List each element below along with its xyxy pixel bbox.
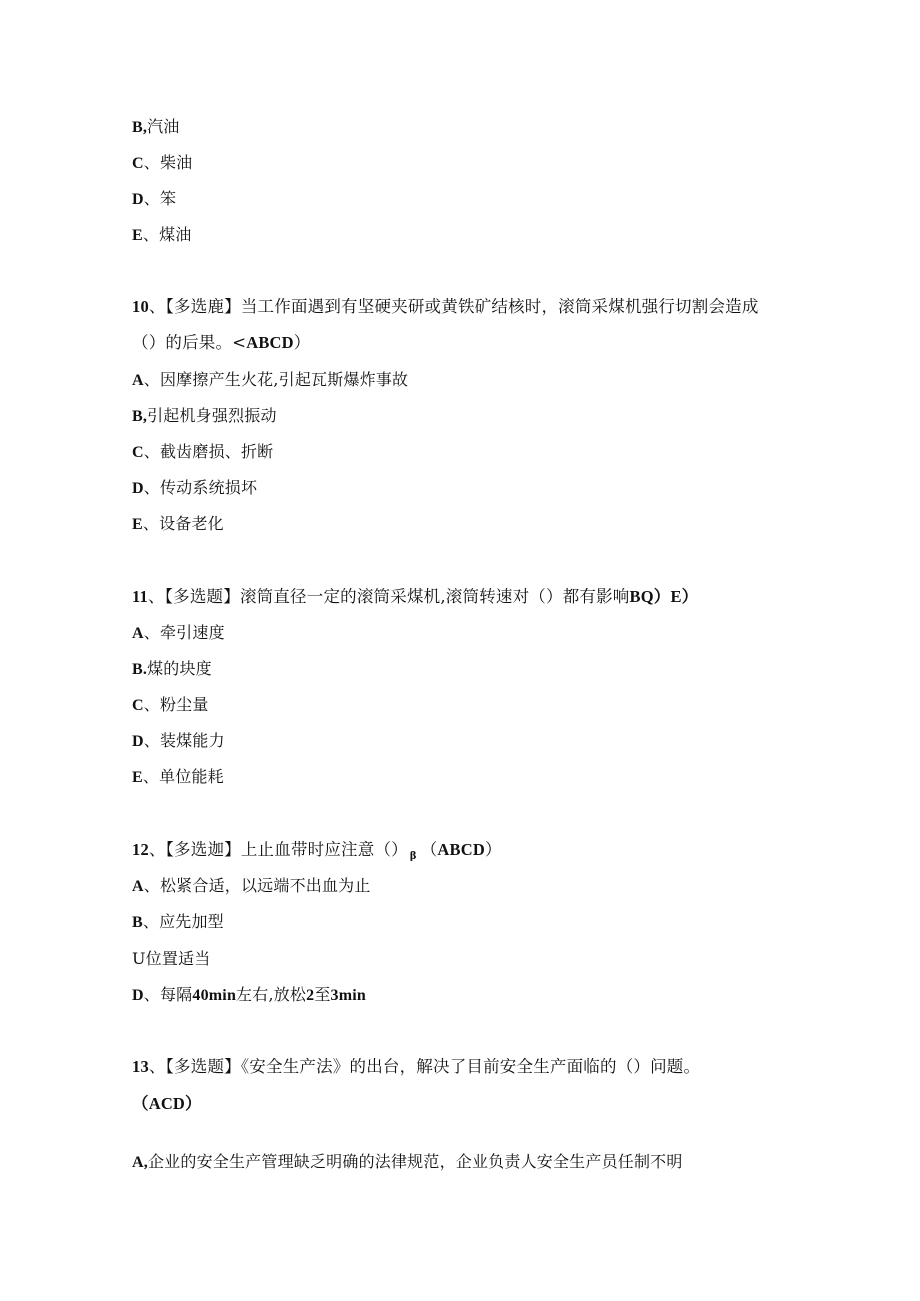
q13-option-a: A,企业的安全生产管理缺乏明确的法律规范，企业负责人安全生产员任制不明 [132, 1152, 683, 1171]
q11-stem: 11、【多选题】滚筒直径一定的滚筒采煤机,滚筒转速对（）都有影响BQ）E） [132, 587, 699, 606]
q10-stem-line2: （）的后果。<ABCD） [132, 333, 311, 352]
q11-option-d: D、装煤能力 [132, 731, 225, 750]
q12-option-d: D、每隔40min左右,放松2至3min [132, 985, 367, 1004]
q12-option-a: A、松紧合适，以远端不出血为止 [132, 876, 371, 895]
q10-option-c: C、截齿磨损、折断 [132, 442, 274, 461]
q9-option-b: B,汽油 [132, 117, 180, 136]
q10-option-e: E、设备老化 [132, 514, 224, 533]
q11-answer: BQ）E） [629, 587, 699, 606]
q10-option-b: B,引起机身强烈振动 [132, 406, 277, 425]
q12-option-b: B、应先加型 [132, 912, 224, 931]
q13-answer: （ACD） [132, 1094, 202, 1113]
q10-option-a: A、因摩擦产生火花,引起瓦斯爆炸事故 [132, 370, 409, 389]
q11-option-b: B.煤的块度 [132, 659, 212, 678]
q12-answer: ABCD [437, 840, 485, 859]
q9-option-d: D、笨 [132, 189, 177, 208]
q12-stem: 12、【多选迦】上止血带时应注意（） $_\beta$ （ABCD） [132, 840, 502, 862]
q12-subscript: β [409, 851, 417, 862]
q10-option-d: D、传动系统损坏 [132, 478, 258, 497]
q11-option-e: E、单位能耗 [132, 767, 224, 786]
q9-option-e: E、煤油 [132, 225, 192, 244]
q12-option-c: U位置适当 [132, 949, 211, 968]
q10-answer: ABCD [246, 333, 294, 352]
q13-stem: 13、【多选题】《安全生产法》的出台，解决了目前安全生产面临的（）问题。 [132, 1057, 701, 1076]
q10-stem-line1: 10、【多选鹿】当工作面遇到有坚硬夹研或黄铁矿结核时，滚筒采煤机强行切割会造成 [132, 297, 759, 316]
q9-option-c: C、柴油 [132, 153, 193, 172]
q11-option-a: A、牵引速度 [132, 623, 225, 642]
q11-option-c: C、粉尘量 [132, 695, 209, 714]
